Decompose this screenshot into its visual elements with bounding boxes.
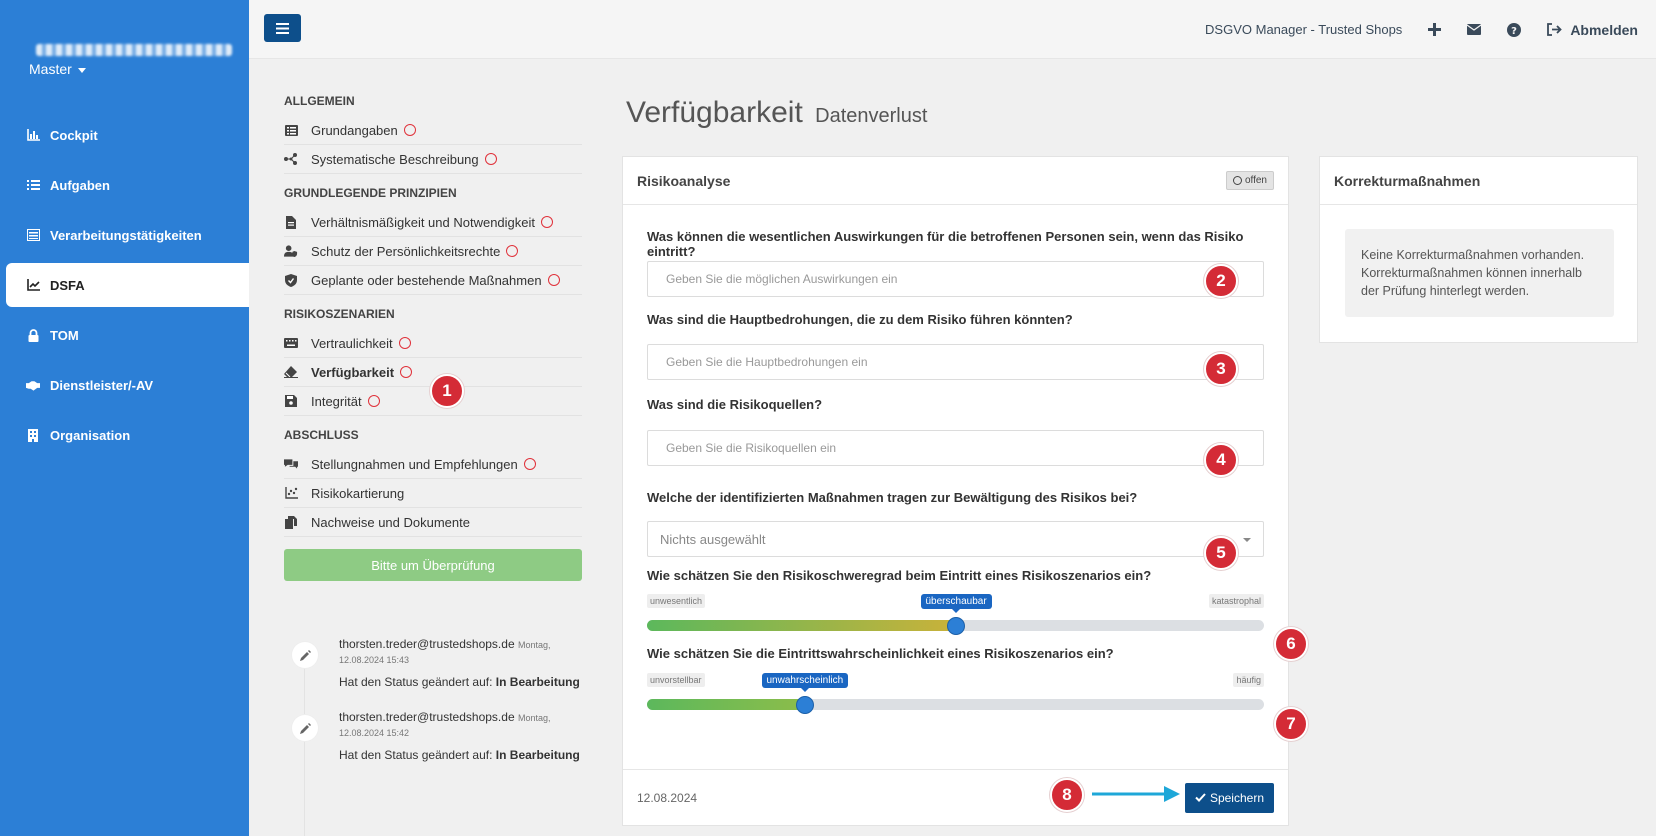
- caret-down-icon: [1243, 538, 1251, 542]
- sidebar-item-label: DSFA: [50, 277, 85, 293]
- menu-item-label: Risikokartierung: [311, 485, 405, 501]
- menu-item-verhaeltnismaessigkeit[interactable]: [284, 208, 582, 237]
- sidebar-item-label: TOM: [50, 327, 79, 343]
- probability-max-label: häufig: [1233, 673, 1264, 687]
- status-badge-label: offen: [1244, 175, 1267, 186]
- handshake-icon: [26, 378, 40, 392]
- severity-min-label: unwesentlich: [647, 594, 705, 608]
- slider-handle[interactable]: [796, 696, 814, 714]
- question-sources: Was sind die Risikoquellen?: [647, 397, 823, 412]
- severity-slider[interactable]: [647, 594, 1264, 638]
- menu-item-systematische-beschreibung[interactable]: [284, 145, 582, 174]
- sources-input[interactable]: Geben Sie die Risikoquellen ein: [647, 430, 1264, 466]
- history-date: 12.08.2024 15:42: [339, 728, 410, 738]
- probability-slider[interactable]: [647, 673, 1264, 717]
- request-review-button[interactable]: Bitte um Überprüfung: [284, 549, 582, 581]
- pencil-icon: [292, 715, 318, 741]
- copy-files-icon: [284, 516, 298, 529]
- annotation-marker-2: 2: [1204, 264, 1238, 298]
- logout-label: Abmelden: [1570, 21, 1638, 38]
- comments-icon: [284, 458, 298, 470]
- question-threats: Was sind die Hauptbedrohungen, die zu dem Risiko führen könnten?: [647, 312, 1073, 327]
- brand-logo-blurred: [36, 44, 232, 56]
- file-icon: [284, 216, 298, 229]
- svg-text:?: ?: [1511, 25, 1518, 37]
- menu-item-label: Geplante oder bestehende Maßnahmen: [311, 272, 542, 288]
- annotation-marker-7: 7: [1274, 707, 1308, 741]
- check-icon: [1195, 793, 1206, 802]
- menu-item-label: Integrität: [311, 393, 362, 409]
- history-message: Hat den Status geändert auf:: [339, 675, 493, 689]
- corrective-measures-panel: [1319, 156, 1638, 343]
- history-date: 12.08.2024 15:43: [339, 655, 410, 665]
- lock-icon: [26, 328, 40, 342]
- annotation-marker-3: 3: [1204, 352, 1238, 386]
- sidebar-item-dienstleister[interactable]: [0, 360, 249, 410]
- probability-min-label: unvorstellbar: [647, 673, 705, 687]
- topbar: [249, 0, 1656, 59]
- menu-item-label: Nachweise und Dokumente: [311, 514, 470, 530]
- annotation-marker-8: 8: [1050, 778, 1084, 812]
- sidebar-item-label: Verarbeitungstätigkeiten: [50, 227, 202, 243]
- plus-icon[interactable]: [1428, 23, 1441, 36]
- menu-item-persoenlichkeitsrechte[interactable]: [284, 237, 582, 266]
- threats-input[interactable]: Geben Sie die Hauptbedrohungen ein: [647, 344, 1264, 380]
- history-entry: [284, 709, 582, 764]
- menu-item-vertraulichkeit[interactable]: [284, 329, 582, 358]
- page-title: [626, 96, 927, 130]
- severity-max-label: katastrophal: [1209, 594, 1264, 608]
- menu-item-label: Vertraulichkeit: [311, 335, 393, 351]
- history-entry: [284, 636, 582, 691]
- caret-down-icon: [78, 68, 86, 73]
- panel-footer: [623, 769, 1288, 825]
- eraser-icon: [284, 366, 298, 378]
- menu-item-label: Grundangaben: [311, 122, 398, 138]
- severity-value-tooltip: überschaubar: [921, 594, 992, 609]
- sidebar-item-label: Dienstleister/-AV: [50, 377, 154, 393]
- project-diagram-icon: [284, 153, 298, 165]
- measures-select[interactable]: [647, 521, 1264, 557]
- menu-item-label: Schutz der Persönlichkeitsrechte: [311, 243, 501, 259]
- history-day: Montag,: [517, 640, 551, 650]
- slider-fill: [647, 620, 956, 631]
- shield-check-icon: [284, 274, 298, 287]
- menu-item-label: Verfügbarkeit: [311, 364, 395, 380]
- history-message: Hat den Status geändert auf:: [339, 748, 493, 762]
- status-open-circle-icon: [400, 366, 412, 378]
- keyboard-icon: [284, 338, 298, 348]
- status-badge: [1226, 171, 1274, 190]
- sidebar-item-aufgaben[interactable]: [0, 160, 249, 210]
- building-icon: [26, 428, 40, 442]
- measures-select-value: Nichts ausgewählt: [660, 531, 766, 547]
- table-icon: [26, 228, 40, 242]
- risk-analysis-panel: [622, 156, 1289, 826]
- question-probability: Wie schätzen Sie die Eintrittswahrscheinlichkeit eines Risikoszenarios ein?: [647, 646, 1114, 661]
- master-dropdown[interactable]: [29, 61, 86, 77]
- history-user: thorsten.treder@trustedshops.de: [339, 637, 515, 651]
- annotation-marker-4: 4: [1204, 443, 1238, 477]
- status-open-circle-icon: [399, 337, 411, 349]
- floppy-disk-icon: [284, 395, 298, 407]
- app-title: DSGVO Manager - Trusted Shops: [1205, 22, 1403, 37]
- status-open-circle-icon: [506, 245, 518, 257]
- annotation-marker-1: 1: [430, 374, 464, 408]
- status-open-circle-icon: [404, 124, 416, 136]
- status-open-circle-icon: [524, 458, 536, 470]
- section-title-grundlegende-prinzipien: GRUNDLEGENDE PRINZIPIEN: [284, 186, 457, 200]
- corrective-measures-title: Korrekturmaßnahmen: [1320, 157, 1637, 205]
- sidebar-item-tom[interactable]: [0, 310, 249, 360]
- history-status: In Bearbeitung: [495, 748, 580, 762]
- annotation-marker-6: 6: [1274, 627, 1308, 661]
- question-severity: Wie schätzen Sie den Risikoschweregrad beim Eintritt eines Risikoszenarios ein?: [647, 568, 1152, 583]
- save-label: Speichern: [1209, 790, 1264, 805]
- page-title-main: Verfügbarkeit: [626, 96, 803, 129]
- topbar-actions: [1205, 0, 1638, 59]
- slider-fill: [647, 699, 805, 710]
- annotation-marker-5: 5: [1204, 536, 1238, 570]
- save-button[interactable]: [1185, 783, 1274, 813]
- menu-item-risikokartierung[interactable]: [284, 479, 582, 508]
- sidebar-nav: [0, 110, 249, 460]
- menu-toggle-button[interactable]: [264, 14, 301, 42]
- scatter-chart-icon: [284, 487, 298, 499]
- envelope-icon[interactable]: [1467, 24, 1481, 35]
- menu-item-label: Verhältnismäßigkeit und Notwendigkeit: [311, 214, 536, 230]
- slider-handle[interactable]: [947, 617, 965, 635]
- sidebar: [0, 0, 249, 836]
- sidebar-item-label: Cockpit: [50, 127, 98, 143]
- help-icon[interactable]: [1507, 23, 1521, 37]
- menu-item-label: Systematische Beschreibung: [311, 151, 479, 167]
- chart-bar-icon: [26, 128, 40, 142]
- hamburger-icon: [276, 23, 289, 34]
- arrow-icon: [1090, 784, 1182, 804]
- list-alt-icon: [284, 125, 298, 136]
- status-open-circle-icon: [541, 216, 553, 228]
- impacts-input[interactable]: Geben Sie die möglichen Auswirkungen ein: [647, 261, 1264, 297]
- sidebar-item-verarbeitungstaetigkeiten[interactable]: [0, 210, 249, 260]
- section-title-allgemein: ALLGEMEIN: [284, 94, 355, 108]
- panel-header: [623, 157, 1288, 205]
- line-chart-icon: [26, 278, 40, 292]
- menu-item-grundangaben[interactable]: [284, 116, 582, 145]
- user-shield-icon: [284, 245, 298, 257]
- sidebar-item-label: Aufgaben: [50, 177, 110, 193]
- sidebar-item-label: Organisation: [50, 427, 131, 443]
- dsfa-section-menu: [284, 90, 582, 581]
- master-label: Master: [29, 61, 72, 77]
- sidebar-item-organisation[interactable]: [0, 410, 249, 460]
- page-subtitle: Datenverlust: [815, 105, 928, 127]
- sidebar-item-dsfa[interactable]: [6, 263, 249, 307]
- status-open-circle-icon: [548, 274, 560, 286]
- corrective-measures-info: Keine Korrekturmaßnahmen vorhanden. Korrekturmaßnahmen können innerhalb der Prüfung hinterlegt werden.: [1345, 229, 1614, 317]
- menu-item-nachweise[interactable]: [284, 508, 582, 537]
- circle-icon: [1233, 176, 1242, 185]
- history-user: thorsten.treder@trustedshops.de: [339, 710, 515, 724]
- menu-item-label: Stellungnahmen und Empfehlungen: [311, 456, 518, 472]
- logout-button[interactable]: [1547, 22, 1638, 38]
- status-open-circle-icon: [485, 153, 497, 165]
- status-open-circle-icon: [368, 395, 380, 407]
- question-impacts: Was können die wesentlichen Auswirkungen für die betroffenen Personen sein, wenn das Risiko eintritt?: [647, 229, 1244, 259]
- question-measures: Welche der identifizierten Maßnahmen tragen zur Bewältigung des Risikos bei?: [647, 490, 1138, 505]
- section-title-risikoszenarien: RISIKOSZENARIEN: [284, 307, 395, 321]
- history-day: Montag,: [517, 713, 551, 723]
- sign-out-icon: [1547, 23, 1562, 36]
- sidebar-item-cockpit[interactable]: [0, 110, 249, 160]
- activity-history: [284, 636, 582, 782]
- pencil-icon: [292, 642, 318, 668]
- section-title-abschluss: ABSCHLUSS: [284, 428, 359, 442]
- menu-item-geplante-massnahmen[interactable]: [284, 266, 582, 295]
- menu-item-stellungnahmen[interactable]: [284, 450, 582, 479]
- history-status: In Bearbeitung: [495, 675, 580, 689]
- probability-value-tooltip: unwahrscheinlich: [762, 673, 849, 688]
- panel-title: Risikoanalyse: [637, 172, 731, 189]
- list-icon: [26, 178, 40, 192]
- panel-date: 12.08.2024: [637, 790, 698, 805]
